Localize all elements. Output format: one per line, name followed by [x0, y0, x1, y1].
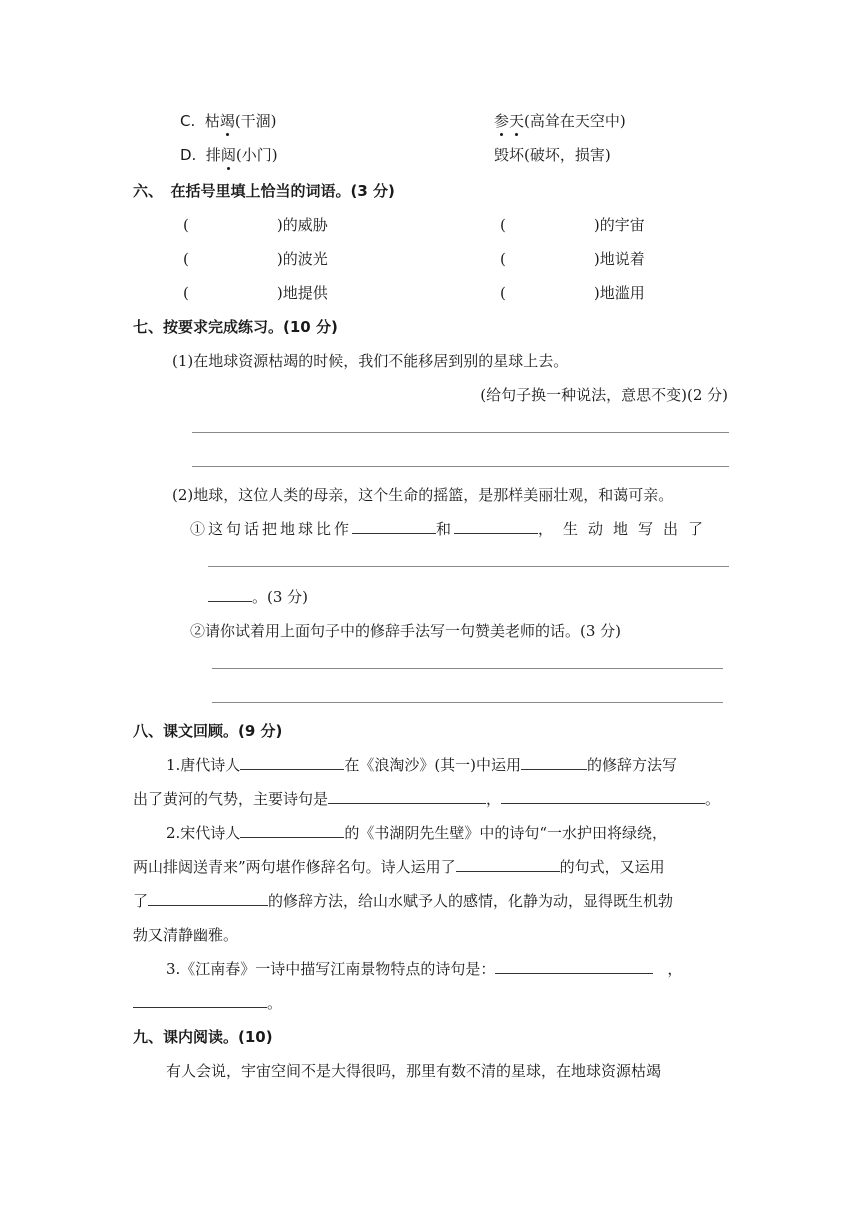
option-c-pair: 参天(高耸在天空中)	[494, 112, 626, 130]
fill-blank[interactable]	[133, 993, 267, 1008]
section-6-title: 六、 在括号里填上恰当的词语。(3 分)	[133, 182, 395, 200]
fill-blank[interactable]	[240, 755, 344, 770]
section-8-title: 八、课文回顾。(9 分)	[133, 722, 283, 740]
blank-item: ( )地说着	[500, 250, 645, 268]
review-line-6: 勃又清静幽雅。	[133, 926, 239, 944]
review-line-2: 出了黄河的气势，主要诗句是 ， 。	[133, 790, 721, 808]
fill-blank[interactable]	[148, 891, 268, 906]
fill-blank[interactable]	[501, 789, 705, 804]
question-7-1-requirement: (给句子换一种说法，意思不变)(2 分)	[480, 386, 728, 404]
emphasis-dot-char: 竭	[219, 112, 235, 130]
option-d: D. 排闼(小门)	[180, 146, 278, 164]
section-7-title: 七、按要求完成练习。(10 分)	[133, 318, 338, 336]
answer-line[interactable]	[212, 668, 723, 669]
emphasis-dot-char: 参	[494, 112, 510, 130]
fill-blank[interactable]	[521, 755, 587, 770]
review-line-1: 1.唐代诗人 在《浪淘沙》(其一)中运用 的修辞方法写	[166, 756, 678, 774]
fill-blank[interactable]	[240, 823, 344, 838]
blank-item: ( )地滥用	[500, 284, 645, 302]
reading-paragraph: 有人会说，宇宙空间不是大得很吗，那里有数不清的星球，在地球资源枯竭	[166, 1062, 662, 1080]
review-line-7: 3.《江南春》一诗中描写江南景物特点的诗句是： ，	[166, 960, 683, 978]
fill-blank[interactable]	[495, 959, 653, 974]
fill-blank[interactable]	[456, 857, 560, 872]
blank-item: ( )的宇宙	[500, 216, 645, 234]
review-line-4: 两山排闼送青来”两句堪作修辞名句。诗人运用了 的句式，又运用	[133, 858, 665, 876]
answer-line[interactable]	[192, 466, 729, 467]
blank-item: ( )的威胁	[183, 216, 328, 234]
option-d-pair: 毁坏(破坏，损害)	[494, 146, 611, 164]
option-c: C. 枯竭(干涸)	[180, 112, 277, 130]
question-7-2b: ②请你试着用上面句子中的修辞手法写一句赞美老师的话。(3 分)	[190, 622, 622, 640]
blank-item: ( )地提供	[183, 284, 328, 302]
fill-blank[interactable]	[454, 519, 538, 534]
question-7-2: (2)地球，这位人类的母亲，这个生命的摇篮，是那样美丽壮观，和蔼可亲。	[172, 486, 674, 504]
fill-blank[interactable]	[328, 789, 486, 804]
question-7-1: (1)在地球资源枯竭的时候，我们不能移居到别的星球上去。	[172, 352, 569, 370]
emphasis-dot-char: 闼	[220, 146, 236, 164]
blank-item: ( )的波光	[183, 250, 328, 268]
answer-line[interactable]	[212, 702, 723, 703]
review-line-8: 。	[133, 992, 282, 1013]
review-line-5: 了 的修辞方法，给山水赋予人的感情，化静为动，显得既生机勃	[133, 892, 674, 910]
review-line-3: 2.宋代诗人 的《书湖阴先生壁》中的诗句“一水护田将绿绕，	[166, 824, 667, 842]
question-7-2a-end: 。(3 分)	[208, 586, 308, 607]
fill-blank[interactable]	[352, 519, 436, 534]
emphasis-dot-char: 天	[509, 112, 525, 130]
fill-blank[interactable]	[208, 587, 252, 602]
question-7-2a: ①这句话把地球比作 和 ，生动地写出了	[190, 520, 714, 538]
answer-line[interactable]	[192, 432, 729, 433]
section-9-title: 九、课内阅读。(10)	[133, 1028, 273, 1046]
answer-line[interactable]	[208, 566, 729, 567]
